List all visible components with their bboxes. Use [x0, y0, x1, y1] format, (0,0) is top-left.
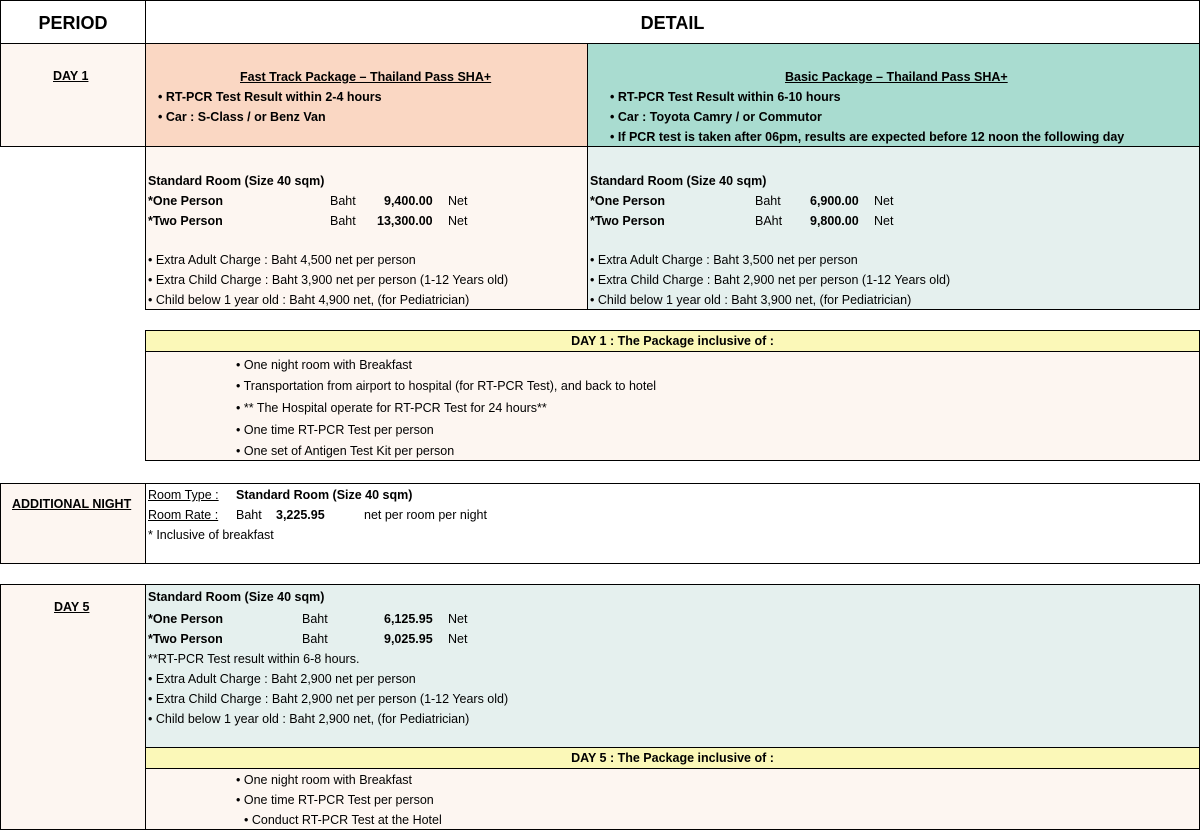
fast-extra-charge: • Extra Child Charge : Baht 3,900 net per person (1-12 Years old) [148, 270, 508, 290]
fast-two-person-amount: 13,300.00 [377, 214, 433, 228]
list-item: • One time RT-PCR Test per person [236, 790, 434, 810]
fast-two-person-currency: Baht [330, 214, 356, 228]
additional-night-label: ADDITIONAL NIGHT [12, 497, 132, 511]
fast-extra-charge: • Extra Adult Charge : Baht 4,500 net per person [148, 250, 416, 270]
basic-two-person-currency: BAht [755, 214, 783, 228]
list-item: • ** The Hospital operate for RT-PCR Test for 24 hours** [236, 398, 547, 418]
fast-one-person-currency: Baht [330, 194, 356, 208]
basic-one-person-label: *One Person [590, 194, 666, 208]
day5-two-person-currency: Baht [302, 632, 328, 646]
room-rate-label: Room Rate : [148, 508, 219, 522]
list-item: • Conduct RT-PCR Test at the Hotel [244, 810, 442, 830]
basic-one-person-currency: Baht [755, 194, 781, 208]
room-rate-currency: Baht [236, 508, 262, 522]
detail-header: DETAIL [640, 13, 705, 33]
basic-one-person-net: Net [874, 194, 894, 208]
day5-extra-charge: • Extra Adult Charge : Baht 2,900 net per person [148, 669, 416, 689]
day5-period-cell [0, 584, 146, 830]
day5-pricing [145, 584, 1200, 748]
basic-package [587, 43, 1200, 147]
day5-room-type: Standard Room (Size 40 sqm) [148, 590, 325, 604]
day5-two-person-amount: 9,025.95 [384, 632, 433, 646]
fast-two-person-label: *Two Person [148, 214, 223, 228]
day5-extra-charge: • Child below 1 year old : Baht 2,900 net, (for Pediatrician) [148, 709, 469, 729]
day5-inclusive-list [145, 768, 1200, 830]
room-type-label: Room Type : [148, 488, 219, 502]
basic-two-person-amount: 9,800.00 [810, 214, 859, 228]
fast-room-type: Standard Room (Size 40 sqm) [148, 174, 325, 188]
fast-two-person-net: Net [448, 214, 468, 228]
day5-two-person-label: *Two Person [148, 632, 223, 646]
day5-one-person-net: Net [448, 612, 468, 626]
period-header-cell [0, 0, 146, 44]
list-item: • One set of Antigen Test Kit per person [236, 441, 454, 461]
day1-inclusive-header [145, 330, 1200, 352]
day5-one-person-label: *One Person [148, 612, 224, 626]
breakfast-note: * Inclusive of breakfast [148, 528, 274, 542]
day5-inclusive-header [145, 747, 1200, 769]
fast-track-bullet: • Car : S-Class / or Benz Van [158, 107, 326, 127]
basic-two-person-label: *Two Person [590, 214, 665, 228]
basic-one-person-amount: 6,900.00 [810, 194, 859, 208]
basic-bullet: • RT-PCR Test Result within 6-10 hours [610, 87, 841, 107]
fast-track-title: Fast Track Package – Thailand Pass SHA+ [240, 70, 492, 84]
basic-extra-charge: • Extra Child Charge : Baht 2,900 net per person (1-12 Years old) [590, 270, 950, 290]
room-rate-suffix: net per room per night [364, 508, 487, 522]
basic-room-type: Standard Room (Size 40 sqm) [590, 174, 767, 188]
day1-period-cell [0, 43, 146, 147]
day5-one-person-currency: Baht [302, 612, 328, 626]
day1-inclusive-list [145, 351, 1200, 461]
day5-pcr-note: **RT-PCR Test result within 6-8 hours. [148, 652, 360, 666]
period-header: PERIOD [38, 13, 108, 33]
additional-night-period-cell [0, 483, 146, 564]
day5-label: DAY 5 [54, 600, 90, 614]
fast-one-person-label: *One Person [148, 194, 224, 208]
day1-label: DAY 1 [53, 69, 89, 83]
list-item: • One night room with Breakfast [236, 355, 412, 375]
day1-inclusive-title: DAY 1 : The Package inclusive of : [571, 334, 774, 348]
basic-pricing [587, 146, 1200, 310]
basic-title: Basic Package – Thailand Pass SHA+ [785, 70, 1008, 84]
room-rate-amount: 3,225.95 [276, 508, 325, 522]
list-item: • One night room with Breakfast [236, 770, 412, 790]
basic-two-person-net: Net [874, 214, 894, 228]
additional-night-detail [145, 483, 1200, 564]
fast-track-bullet: • RT-PCR Test Result within 2-4 hours [158, 87, 382, 107]
basic-bullet: • Car : Toyota Camry / or Commutor [610, 107, 822, 127]
day5-one-person-amount: 6,125.95 [384, 612, 433, 626]
list-item: • One time RT-PCR Test per person [236, 420, 434, 440]
basic-extra-charge: • Extra Adult Charge : Baht 3,500 net per person [590, 250, 858, 270]
day5-extra-charge: • Extra Child Charge : Baht 2,900 net per person (1-12 Years old) [148, 689, 508, 709]
fast-track-pricing [145, 146, 588, 310]
fast-one-person-net: Net [448, 194, 468, 208]
day5-inclusive-title: DAY 5 : The Package inclusive of : [571, 751, 774, 765]
basic-extra-charge: • Child below 1 year old : Baht 3,900 net, (for Pediatrician) [590, 290, 911, 310]
detail-header-cell [145, 0, 1200, 44]
room-type-value: Standard Room (Size 40 sqm) [236, 488, 413, 502]
fast-one-person-amount: 9,400.00 [384, 194, 433, 208]
list-item: • Transportation from airport to hospital (for RT-PCR Test), and back to hotel [236, 376, 656, 396]
fast-track-package [145, 43, 588, 147]
basic-bullet: • If PCR test is taken after 06pm, results are expected before 12 noon the following day [610, 127, 1124, 147]
fast-extra-charge: • Child below 1 year old : Baht 4,900 net, (for Pediatrician) [148, 290, 469, 310]
day5-two-person-net: Net [448, 632, 468, 646]
